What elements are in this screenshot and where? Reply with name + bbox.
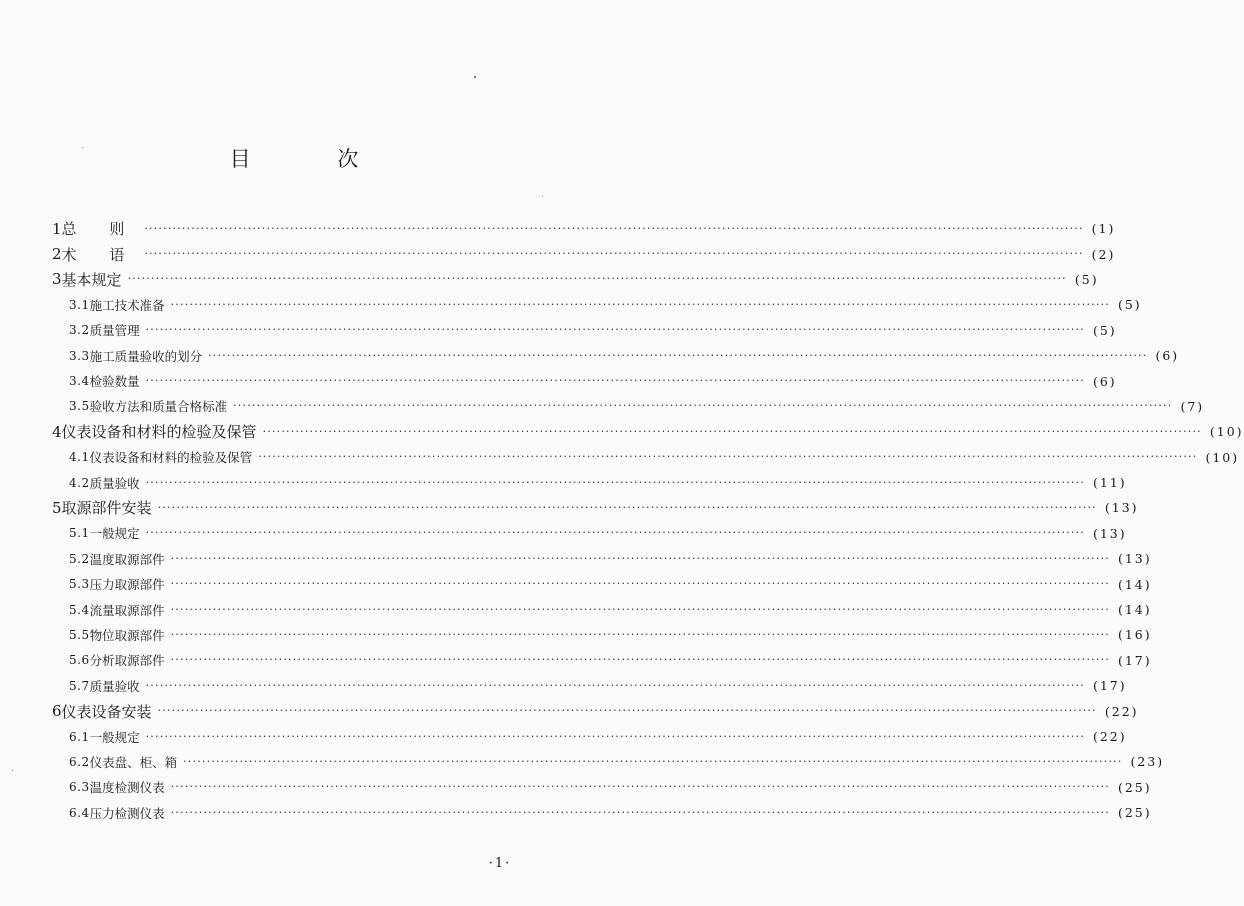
toc-entry-page: (11) <box>1092 475 1127 491</box>
toc-entry-page: (10) <box>1205 449 1240 465</box>
toc-section-row <box>0 470 1127 495</box>
toc-entry-title: 温度检测仪表 <box>89 780 165 796</box>
toc-chapter-row <box>0 267 1099 292</box>
toc-entry-title: 质量管理 <box>89 323 140 339</box>
toc-entry-title: 取源部件安装 <box>61 499 152 518</box>
toc-entry-page: (17) <box>1092 678 1127 694</box>
page-title: 目 次 <box>229 147 399 171</box>
toc-section-row <box>0 673 1127 698</box>
toc-entry-title: 验收方法和质量合格标准 <box>89 399 228 415</box>
toc-chapter-row <box>0 241 1116 266</box>
toc-entry-page: (10) <box>1209 424 1244 440</box>
toc-section-row <box>0 597 1152 622</box>
toc-entry-page: (22) <box>1092 729 1127 744</box>
toc-section-row <box>0 622 1152 647</box>
toc-entry-page: (6) <box>1155 348 1180 364</box>
toc-entry-title: 压力取源部件 <box>89 577 165 593</box>
toc-section-row <box>0 292 1142 317</box>
toc-section-row <box>0 445 1240 470</box>
toc-entry-title: 压力检测仪表 <box>89 805 165 821</box>
dot-leader: ········································································································································································································ <box>170 805 1110 819</box>
toc-entry-number: 2 <box>52 245 62 264</box>
toc-entry-page: (25) <box>1117 779 1152 795</box>
dot-leader: ········································································································································································································ <box>170 297 1110 311</box>
dot-leader: ········································································································································································································ <box>127 272 1067 286</box>
toc-entry-page: (13) <box>1117 551 1152 567</box>
toc-entry-title: 温度取源部件 <box>89 551 165 567</box>
toc-entry-number: 3.3 <box>69 348 90 363</box>
toc-entry-title: 一般规定 <box>89 526 140 542</box>
toc-entry-page: (5) <box>1117 297 1142 313</box>
toc-entry-page: (17) <box>1117 652 1152 668</box>
toc-entry-title: 质量验收 <box>89 475 140 491</box>
toc-entry-title: 仪表设备和材料的检验及保管 <box>61 423 257 442</box>
dot-leader: ········································································································································································································ <box>145 323 1085 337</box>
dot-leader: ········································································································································································································ <box>208 348 1148 362</box>
toc-entry-title: 一般规定 <box>89 729 140 745</box>
dot-leader: ········································································································································································································ <box>170 577 1110 591</box>
toc-entry-number: 5.3 <box>69 577 90 592</box>
dot-leader: ········································································································································································································ <box>183 754 1123 768</box>
toc-entry-page: (5) <box>1092 322 1117 338</box>
dot-leader: ········································································································································································································ <box>144 247 1084 261</box>
dot-leader: ········································································································································································································ <box>157 704 1097 718</box>
dot-leader: ········································································································································································································ <box>170 627 1110 641</box>
toc-entry-number: 5.1 <box>69 526 90 541</box>
dot-leader: ········································································································································································································ <box>170 551 1110 565</box>
scan-speck <box>12 770 13 771</box>
toc-entry-title: 仪表设备和材料的检验及保管 <box>89 450 253 466</box>
toc-entry-number: 5.6 <box>69 653 90 668</box>
toc-entry-title: 质量验收 <box>89 678 140 694</box>
scan-speck <box>542 196 543 197</box>
toc-section-row <box>0 648 1152 673</box>
toc-entry-title: 检验数量 <box>89 374 140 390</box>
scan-speck <box>474 76 476 78</box>
toc-entry-number: 6.3 <box>69 780 90 795</box>
toc-entry-page: (14) <box>1117 602 1152 618</box>
dot-leader: ········································································································································································································ <box>145 475 1085 489</box>
toc-section-row <box>0 394 1205 419</box>
toc-entry-page: (13) <box>1092 525 1127 541</box>
toc-section-row <box>0 749 1165 774</box>
toc-entry-title: 总 则 <box>61 220 139 239</box>
toc-entry-page: (25) <box>1117 805 1152 821</box>
toc-entry-page: (13) <box>1104 500 1139 516</box>
toc-entry-number: 5.4 <box>69 602 90 617</box>
toc-section-row <box>0 546 1152 571</box>
toc-entry-number: 5.5 <box>69 627 90 642</box>
toc-chapter-row <box>0 698 1139 723</box>
toc-entry-number: 1 <box>52 219 62 238</box>
toc-entry-title: 仪表盘、柜、箱 <box>89 754 178 770</box>
dot-leader: ········································································································································································································ <box>145 526 1085 540</box>
toc-section-row <box>0 318 1117 343</box>
toc-entry-page: (7) <box>1180 398 1205 414</box>
toc-entry-page: (1) <box>1091 221 1116 237</box>
toc-entry-title: 分析取源部件 <box>89 653 165 669</box>
toc-section-row <box>0 343 1180 368</box>
toc-entry-page: (6) <box>1092 373 1117 389</box>
toc-chapter-row <box>0 216 1116 241</box>
toc-section-row <box>0 800 1152 825</box>
toc-entry-number: 4.1 <box>69 450 90 465</box>
toc-entry-number: 3.4 <box>69 374 90 389</box>
toc-entry-number: 4.2 <box>69 475 90 490</box>
dot-leader: ········································································································································································································ <box>262 424 1202 438</box>
toc-entry-page: (23) <box>1130 754 1165 770</box>
toc-entry-page: (5) <box>1074 271 1099 287</box>
toc-entry-number: 3.5 <box>69 399 90 414</box>
dot-leader: ········································································································································································································ <box>258 450 1198 464</box>
dot-leader: ········································································································································································································ <box>157 500 1097 514</box>
toc-entry-page: (16) <box>1117 627 1152 643</box>
toc-entry-title: 基本规定 <box>61 270 122 289</box>
toc-entry-page: (14) <box>1117 576 1152 592</box>
toc-entry-number: 3 <box>52 270 62 289</box>
toc-chapter-row <box>0 495 1139 520</box>
toc-section-row <box>0 521 1127 546</box>
toc-entry-number: 5.7 <box>69 678 90 693</box>
toc-entry-number: 6 <box>52 702 62 721</box>
dot-leader: ········································································································································································································ <box>144 221 1084 235</box>
scan-speck <box>82 147 83 148</box>
dot-leader: ········································································································································································································ <box>170 602 1110 616</box>
toc-entry-title: 仪表设备安装 <box>61 702 152 721</box>
dot-leader: ········································································································································································································ <box>170 780 1110 794</box>
toc-entry-number: 6.1 <box>69 729 90 744</box>
toc-entry-title: 施工质量验收的划分 <box>89 348 203 364</box>
toc-entry-number: 3.1 <box>69 297 90 312</box>
dot-leader: ········································································································································································································ <box>145 678 1085 692</box>
toc-entry-page: (2) <box>1091 246 1116 262</box>
dot-leader: ········································································································································································································ <box>145 729 1085 743</box>
toc-entry-number: 5 <box>52 498 62 517</box>
table-of-contents <box>0 216 1244 825</box>
toc-section-row <box>0 368 1117 393</box>
toc-section-row <box>0 724 1127 749</box>
toc-section-row <box>0 775 1152 800</box>
toc-entry-title: 物位取源部件 <box>89 627 165 643</box>
page-number: ·1· <box>488 856 512 871</box>
toc-entry-page: (22) <box>1104 703 1139 719</box>
toc-entry-number: 6.4 <box>69 805 90 820</box>
toc-entry-title: 术 语 <box>61 245 139 264</box>
dot-leader: ········································································································································································································ <box>170 653 1110 667</box>
dot-leader: ········································································································································································································ <box>145 374 1085 388</box>
toc-entry-title: 施工技术准备 <box>89 297 165 313</box>
toc-entry-number: 5.2 <box>69 551 90 566</box>
toc-entry-number: 4 <box>52 422 62 441</box>
toc-entry-number: 3.2 <box>69 323 90 338</box>
dot-leader: ········································································································································································································ <box>233 399 1173 413</box>
toc-chapter-row <box>0 419 1244 444</box>
toc-section-row <box>0 571 1152 596</box>
toc-entry-title: 流量取源部件 <box>89 602 165 618</box>
toc-entry-number: 6.2 <box>69 754 90 769</box>
